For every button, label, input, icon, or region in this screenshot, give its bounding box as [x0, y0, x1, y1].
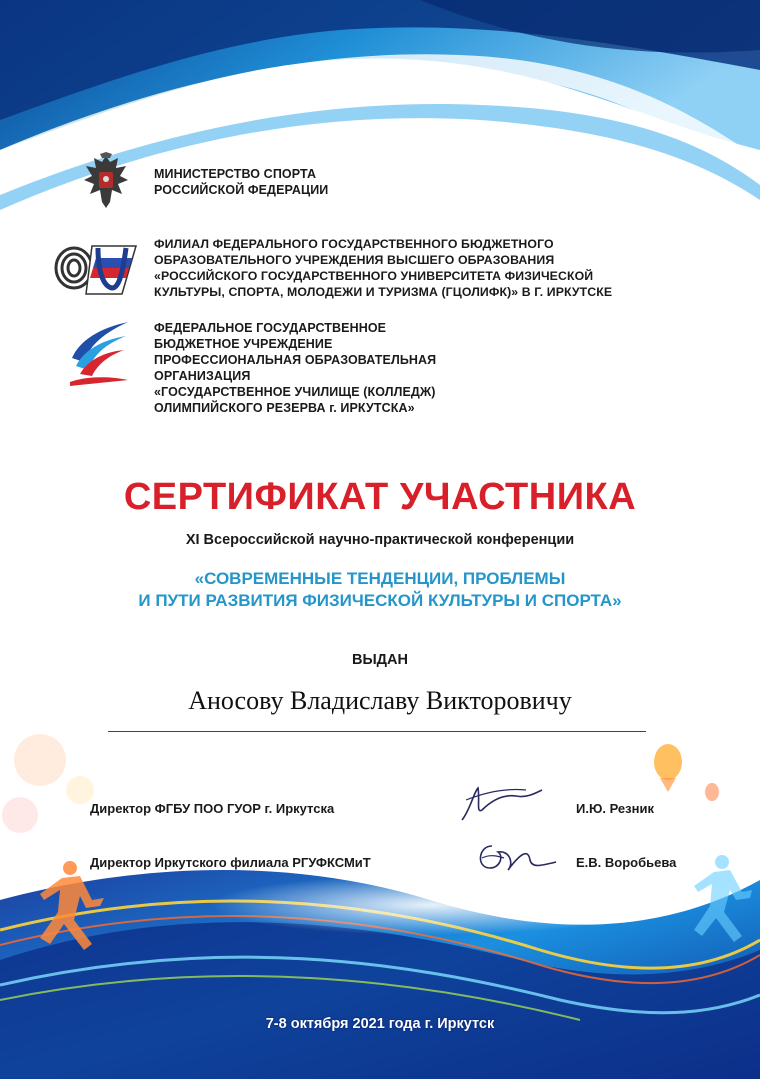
coat-of-arms-icon	[82, 152, 130, 214]
college-line: «ГОСУДАРСТВЕННОЕ УЧИЛИЩЕ (КОЛЛЕДЖ)	[154, 385, 436, 399]
college-name	[154, 320, 436, 416]
conference-subtitle: XI Всероссийской научно-практической конференции	[185, 532, 575, 548]
ministry-name	[154, 166, 328, 198]
signer-name: И.Ю. Резник	[576, 801, 654, 816]
university-line: «РОССИЙСКОГО ГОСУДАРСТВЕННОГО УНИВЕРСИТЕТА ФИЗИЧЕСКОЙ	[154, 269, 594, 283]
conference-name	[0, 568, 760, 612]
university-logo-icon	[52, 238, 138, 298]
conference-name-line: «СОВРЕМЕННЫЕ ТЕНДЕНЦИИ, ПРОБЛЕМЫ	[194, 569, 566, 588]
certificate-title: СЕРТИФИКАТ УЧАСТНИКА	[123, 476, 637, 518]
signer-role: Директор ФГБУ ПОО ГУОР г. Иркутска	[90, 801, 335, 816]
college-line: ОРГАНИЗАЦИЯ	[154, 369, 251, 383]
footer-date-place: 7-8 октября 2021 года г. Иркутск	[265, 1016, 495, 1032]
handwritten-signature-2	[470, 834, 560, 884]
college-flame-logo-icon	[66, 318, 132, 388]
ministry-line: РОССИЙСКОЙ ФЕДЕРАЦИИ	[154, 183, 329, 197]
ministry-line: МИНИСТЕРСТВО СПОРТА	[154, 167, 317, 181]
college-line: ФЕДЕРАЛЬНОЕ ГОСУДАРСТВЕННОЕ	[154, 321, 387, 335]
signer-name: Е.В. Воробьева	[576, 855, 677, 870]
conference-name-line: И ПУТИ РАЗВИТИЯ ФИЗИЧЕСКОЙ КУЛЬТУРЫ И СПОРТА»	[138, 591, 622, 610]
recipient-underline	[108, 731, 646, 732]
handwritten-signature-1	[456, 780, 546, 830]
university-line: ФИЛИАЛ ФЕДЕРАЛЬНОГО ГОСУДАРСТВЕННОГО БЮДЖЕТНОГО	[154, 237, 554, 251]
college-line: БЮДЖЕТНОЕ УЧРЕЖДЕНИЕ	[154, 337, 333, 351]
college-line: ОЛИМПИЙСКОГО РЕЗЕРВА г. ИРКУТСКА»	[154, 401, 415, 415]
college-line: ПРОФЕССИОНАЛЬНАЯ ОБРАЗОВАТЕЛЬНАЯ	[154, 353, 437, 367]
university-line: ОБРАЗОВАТЕЛЬНОГО УЧРЕЖДЕНИЯ ВЫСШЕГО ОБРАЗОВАНИЯ	[154, 253, 555, 267]
university-line: КУЛЬТУРЫ, СПОРТА, МОЛОДЕЖИ И ТУРИЗМА (ГЦОЛИФК)» В Г. ИРКУТСКЕ	[154, 285, 613, 299]
university-branch-name	[154, 236, 612, 300]
signer-role: Директор Иркутского филиала РГУФКСМиТ	[90, 855, 371, 870]
recipient-name: Аносову Владиславу Викторовичу	[188, 686, 572, 715]
issued-label: ВЫДАН	[352, 652, 408, 668]
